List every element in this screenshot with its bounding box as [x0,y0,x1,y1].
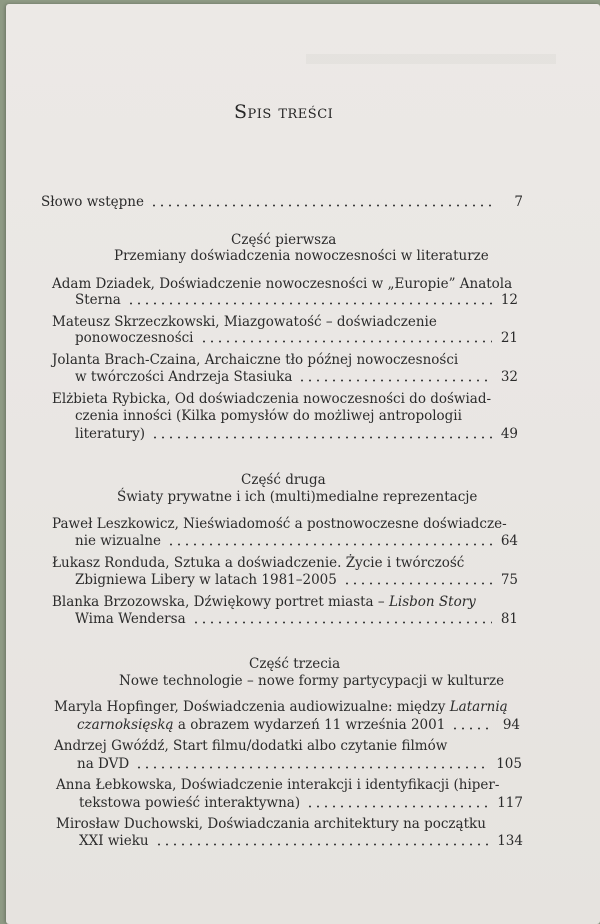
toc-entry-line: XXI wieku [79,833,149,849]
toc-entry-line: na DVD [77,756,130,772]
toc-entry-line: Anna Łebkowska, Doświadczenie interakcji i identyfikacji (hiper- [56,777,500,793]
toc-entry-line: Mateusz Skrzeczkowski, Miazgowatość – doświadczenie [52,314,437,330]
toc-entry-last-line [75,371,518,385]
toc-entry-page: 32 [500,369,518,385]
book-page [6,4,600,924]
leader-dots [151,436,492,439]
toc-entry-last-line [75,332,518,346]
toc-entry-page: 75 [500,572,518,588]
toc-entry-line: tekstowa powieść interaktywna) [79,795,301,811]
toc-entry-page: 21 [500,330,518,346]
toc-entry-page: 134 [497,833,523,849]
toc-entry-line: Andrzej Gwóźdź, Start filmu/dodatki albo czytanie filmów [54,738,448,754]
toc-entry-last-line [77,758,522,772]
toc-entry-line: ponowoczesności [75,330,194,346]
toc-entry-last-line [75,574,518,588]
toc-entry-page: 94 [502,717,520,733]
toc-entry-line: Wima Wendersa [75,611,186,627]
toc-entry-line: nie wizualne [75,533,162,549]
toc-entry-italic: czarnoksięską [77,717,174,733]
leader-dots [200,340,493,343]
toc-entry-page: 64 [500,533,518,549]
toc-entry-line: literatury) [75,426,146,442]
toc-entry-italic: Lisbon Story [388,594,476,610]
toc-entry-page: 12 [500,292,518,308]
leader-dots [192,621,492,624]
toc-entry-line: Adam Dziadek, Doświadczenie nowoczesności w „Europie” Anatola [52,276,513,292]
toc-entry-intro [41,196,523,210]
leader-dots [127,302,492,305]
toc-entry-line: w twórczości Andrzeja Stasiuka [75,369,293,385]
toc-entry-line: Łukasz Ronduda, Sztuka a doświadczenie. Życie i twórczość [52,555,465,571]
toc-entry-page: 81 [500,611,518,627]
toc-entry-line: a obrazem wydarzeń 11 września 2001 [173,717,446,733]
leader-dots [155,843,492,846]
section-part-2: Część druga [241,472,326,488]
section-subtitle-3: Nowe technologie – nowe formy partycypacji w kulturze [119,673,505,689]
toc-entry-line: Paweł Leszkowicz, Nieświadomość a postnowoczesne doświadcze- [52,516,507,532]
toc-entry-line: czenia inności (Kilka pomysłów do możliwej antropologii [75,408,462,424]
page-title: Spis treści [234,101,334,123]
toc-entry-page: 117 [497,795,523,811]
toc-entry-last-line [75,613,518,627]
toc-entry-line: Elżbieta Rybicka, Od doświadczenia nowoczesności do doświad- [52,391,492,407]
toc-entry-page: 49 [500,426,518,442]
toc-entry-line: Mirosław Duchowski, Doświadczania architektury na początku [56,816,486,832]
toc-entry-last-line [79,797,523,811]
leader-dots [298,379,492,382]
leader-dots [306,805,491,808]
leader-dots [135,766,490,769]
show-through-bleed [306,54,556,64]
toc-entry-text: Blanka Brzozowska, Dźwiękowy portret miasta – [52,594,389,610]
toc-entry-line [54,701,508,715]
toc-entry-label: Słowo wstępne [41,194,144,210]
toc-entry-italic: Latarnią [449,699,508,715]
toc-entry-line: Zbigniewa Libery w latach 1981–2005 [75,572,337,588]
leader-dots [343,582,492,585]
toc-entry-last-line [75,535,518,549]
section-subtitle-2: Światy prywatne i ich (multi)medialne reprezentacje [117,489,478,505]
section-part-3: Część trzecia [249,656,341,672]
toc-entry-last-line [77,719,520,733]
section-subtitle-1: Przemiany doświadczenia nowoczesności w literaturze [114,248,489,264]
leader-dots [150,204,497,207]
toc-entry-last-line [75,428,518,442]
section-part-1: Część pierwsza [231,232,337,248]
toc-entry-line: Sterna [75,292,121,308]
toc-entry-text: Maryla Hopfinger, Doświadczenia audiowizualne: między [54,699,450,715]
toc-entry-line: Jolanta Brach-Czaina, Archaiczne tło późnej nowoczesności [52,352,459,368]
toc-entry-page: 7 [514,194,523,210]
toc-entry-last-line [75,294,518,308]
toc-entry-last-line [79,835,523,849]
toc-entry-line [52,596,476,610]
leader-dots [167,543,492,546]
leader-dots [451,727,494,730]
toc-entry-page: 105 [496,756,522,772]
